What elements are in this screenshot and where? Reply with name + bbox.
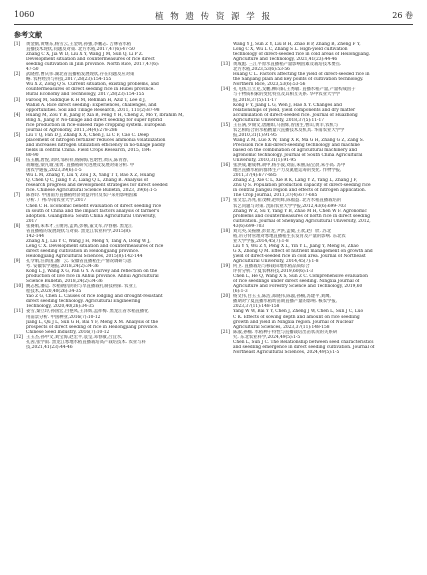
reference-line: 技,2021,41(23):44-46 [26,344,73,350]
reference-column-right [221,42,411,355]
reference-line: 直播技术现状,问题及对策. 北方水稻,2017,47(6):47-50 [26,47,135,53]
reference-entry [14,42,204,72]
reference-text [26,335,204,350]
reference-line: 蒋耀霆,梁凡瑜,张勇. 直播稻研究进展及发展对策分析. 中 [26,163,135,169]
reference-line: Agricultural Sciences, 2023,37(11):148-158 [233,324,330,330]
reference-entry [14,224,204,259]
reference-line: Zhang C X, Jia W D, Liu X Y, Wang J M, Sun Q, Li P Z. [26,52,144,58]
reference-line: 142-144 [26,233,45,239]
reference-line: 分析. 广州:华南农业大学,2017 [26,198,87,204]
reference-number: [15] [221,122,230,128]
reference-line: 47-50 [26,67,39,73]
reference-line: 评价分析. 宁夏农林科技,2019,60(6):1-3 [233,269,314,275]
reference-number: [3] [14,97,21,103]
reference-number: [12] [14,334,23,340]
reference-entry [14,158,204,193]
reference-number: [11] [14,309,23,315]
reference-line: 用前景分析. 中国种业,2016(7):10-12 [26,314,101,320]
reference-line: 刘元英,吴振丽,彭显龙,尹洪,孟微,王欢,赵广欣. 苏北 [233,228,331,234]
reference-line: Long C X, Wu L C, Zhang S L. High-yield cultivation [233,47,348,53]
reference-number: [13] [221,62,230,68]
reference-line: Wahid A. Rice direct seeding: Experiences, challenges, and [26,102,157,108]
reference-text [233,62,411,87]
reference-line: Zhang Z J, Xie C L, Xie R K, Lang Y Z, Yang L, Zhang J F, [233,178,358,184]
reference-line: 2023,37(11):148-158 [233,304,280,310]
reference-text [26,72,204,97]
reference-number: [6] [14,158,21,164]
reference-line: 2011,37(4):677-685 [233,173,277,179]
reference-line: 黄成彪. 三江平原水直播稻产量影响因素及栽培技术要点. [233,62,342,68]
reference-text [26,193,204,223]
reference-line: Zhang X J, Lai Y C, Wang J H, Meng Y, Tang A, Dong W J, [26,238,151,244]
reference-line: 孔茜,张学雨. 黑龙江寒地水稻直播栽培高产栽培技术. 农业与科 [26,339,146,345]
reference-line: 王玉杰,孙中文,刘宝海,赵宏平,袁莹,邓春敏,吕宜水, [26,334,123,340]
reference-text [26,133,204,158]
reference-text [26,309,204,334]
reference-entry [221,229,411,264]
reference-line: yield of direct-seeded rice in cold area. Journal of Northeast [233,253,366,259]
reference-line: rice. Chinese Agricultural Science Bulletin, 2023, 39(6):1-5 [26,188,157,194]
reference-text [233,294,411,329]
reference-line: 何卫. 直播栽培与移栽田地水稻品质综合 [233,264,310,270]
reference-line: Yang W W, Bai Y Y, Chen J, Zheng J W, Chen L, Sun J C, Luo [233,309,364,315]
reference-line: 孔飞扬,江立克,戈鹏,柳向阳,王秀敏. 直播水稻产量,产量构成因子 [233,87,356,93]
reference-entry [14,335,204,350]
reference-line: prospects of direct seeding of rice in Heilongjiang province. [26,324,159,330]
reference-line: 地区直播水稻的群体生产力及氮肥运筹的变化. 作物学报, [233,168,342,174]
reference-entry [14,113,204,133]
reference-number: [2] [14,72,21,78]
journal-title: 植 物 遗 传 资 源 学 报 [155,12,272,22]
reference-line: adoption. Guangzhou: South China Agricultural University, [26,213,156,219]
reference-entry [221,87,411,122]
reference-line: G X, Zhong Q M. Effect of nutrient management on growth and [233,248,373,254]
reference-number: [21] [221,329,230,335]
reference-line: 伍玉鹏,唐悦,刘时,邹积祥,杨胸海,包晗哲,黄庆,陈青春, [26,158,129,164]
reference-line: Technology, 2020,40(26):34-35 [26,304,95,310]
reference-line: 杨文伟,白玉玉,陈浩,郑晓伟,陈淑,孙楠,苏建平,刘鹰, [233,294,331,300]
reference-column-left [14,42,204,350]
reference-entry [221,330,411,355]
reference-line: 播期对宁夏直播水稻幼苗期直播产量的影响. 核农学报, [233,299,338,305]
reference-text [26,284,204,309]
reference-line: research progress and development strategies for direct seeded [26,183,168,189]
reference-line: Huang M, Zou Y B, Jiang P, Xia B, Feng Y H, Cheng Z, Mo Y, Ibrahim M, [26,112,184,118]
reference-line: 武晓智,曹庆伟.湖北省直播稻发展现状,存在问题及应对策 [26,72,135,78]
reference-line: Leng C X. Development situation and countermeasures of rice [26,243,164,249]
reference-line: Liu Y Y, Wu Z Y, Peng X L, Yin Y L, Jiang Y, Meng H, Zhao [233,243,359,249]
reference-text [26,98,204,113]
reference-line: Precision rice hill-direct-seeding technology and machine [233,142,360,148]
reference-line: 43(6):699-703 [233,223,265,229]
reference-line: Q, Chen Q C, Jiang Y Z, Liang Q L, Zhang B. Analysis of [26,178,149,184]
reference-line: 姜雪,秦立玲,孙国宏,白艳凤,王泽辉,孟祥梅. 黑龙江省水稻直播化 [26,309,149,315]
reference-number: [16] [221,163,230,169]
reference-line: 2017 [26,218,38,224]
reference-line: 农艺问题与对策. 沈阳农业大学学报,2012,43(6):699-703 [233,203,346,209]
reference-line: Agriculture and Forestry Science and Technology, 2019,60 [233,284,363,290]
reference-entry [221,62,411,87]
reference-number: [17] [221,198,230,204]
reference-line: 陈春玲. 中国南方直播稻经济效益评价及农户采用影响因素 [26,193,138,199]
reference-number: [19] [221,264,230,270]
reference-line: Zhang W Z, Su Y, Yang Y B, Zhao M H, Chen W F. Agronomic [233,208,367,214]
reference-line: 报,2018,37(5):11-17 [233,97,277,103]
reference-line: Kong L J, Wang X G, Pan G Y. A survey and reflection on the [26,269,158,275]
reference-line: of rice seedlings under direct seeding. Ningxia Journal of [233,279,360,285]
reference-entry [14,284,204,309]
reference-number: [14] [221,87,230,93]
reference-line: Yao Z G, Chen L. Causes of rice lodging and drought-resistant [26,294,163,300]
reference-line: 张洪成,谢成林,胡中,杨小波,刘雷,朱丽,陆宝晨,朱小高. 苏中 [233,163,346,169]
reference-line: Jiang L, Qu J L, Sun G H, Bai Y F, Meng X M. Analysis of the [26,319,159,325]
reference-line: 报,2010,31(1):91-95 [233,132,277,138]
reference-line: Agriculture and Technology, 2021,41(23):44-46 [233,57,338,63]
reference-number: [1] [14,42,21,47]
reference-number [221,42,233,62]
reference-line: Heilongjiang Agricultural Sciences, 2015(8):142-144 [26,253,143,259]
reference-line: 业大学学报,2014,45(7):1-8 [233,238,289,244]
reference-line: placement of nitrogen fertilizer reduces ammonia volatilization [26,137,166,143]
reference-text [233,163,411,198]
reference-text [233,229,411,264]
reference-number: [8] [14,223,21,229]
reference-line: Wu X Z, Zong Q S. Current situation, existing problems, and [26,82,159,88]
reference-line: Wang Y J, Sun Z Y, Liu B H, Zhao B P, Zhang B, Zheng F Y, [233,42,361,47]
reference-line: growth and yield in Ningxia region. Journal of Nuclear [233,319,354,325]
reference-line: technology of direct-seeded rice in cold areas of Heilongjiang. [233,52,371,58]
reference-entry [14,259,204,284]
reference-text [233,42,411,62]
reference-entry [221,264,411,294]
reference-line: accumulation of direct-seeded rice. Journal of Huazhong [233,112,358,118]
volume-label: 26 卷 [392,11,413,20]
reference-line: 考. 安徽农学通报,2018,24(2):34-36 [26,264,99,270]
reference-line: agronomic technology. Journal of South China Agricultural [233,153,363,159]
reference-line: relationships of yield, yield components and dry matter [233,107,356,113]
reference-line: Chen L, He Q, Wang X S, Sun Z C. Comprehensive evaluation [233,274,368,280]
reference-line: based on the combination of agricultural machinery and [233,147,358,153]
reference-entry [14,309,204,334]
reference-line: direct seeding technology. Agricultural Engineering [26,299,141,305]
reference-line: rice production in rice-oilseed rape cropping system. European [26,122,166,128]
reference-entry [221,294,411,329]
reference-line: Chinese Seed Industry, 2016(7):10-12 [26,329,110,335]
reference-line: 陈淑,孙楠. 水稻种子特性与直播栽培出苗状况的关系研 [233,329,338,335]
reference-line: in south of China and the impact factors analysis of farmer's [26,208,160,214]
reference-line: C K. Effects of sowing depth and amount on rice seedling [233,314,360,320]
reference-entry [14,72,204,97]
reference-line: production of live rice in Anhui province. Anhui Agricultural [26,274,159,280]
reference-line: Chen C H. Economic benefit evaluation of direct seeding rice [26,203,162,209]
reference-text [233,198,411,228]
reference-line: The Crop Journal, 2011,37(4):677-685 [233,193,318,199]
reference-line: Kong F Y, Jiang L G, Wen J, Hao X Y. Changes and [233,102,342,108]
reference-entry [14,193,204,223]
reference-entry [221,123,411,163]
reference-line: Liu T Q, Fan D J, Zhang X X, Chen J, Li C F, Cao C. Deep [26,132,149,138]
reference-line: 与干物质积累的变化特点及其相互关系. 华中农业大学学 [233,92,341,98]
reference-line: Huang C L. Factors affecting the yield of direct-seeded rice in [233,72,370,78]
reference-number: [4] [14,112,21,118]
reference-entry [221,163,411,198]
reference-text [233,330,411,355]
reference-line: 北方水稻,2023,53(6):53-56 [233,67,290,73]
reference-line: Rural Economy and Technology, 2017,28(23):154-155 [26,92,145,98]
reference-text [26,113,204,133]
reference-line: seeding cultivation in Jilin province. North Rice, 2017,47(6): [26,62,160,68]
reference-entry [221,42,411,62]
reference-number: [20] [221,294,230,300]
reference-text [26,224,204,259]
reference-line: Zhu Q S. Population production capacity of direct-seeding rice [233,183,371,189]
reference-line: 姚志熙,潘运. 水稻钢抗阴的与旱直播栽扎制技初探. 农业工 [26,284,138,290]
reference-text [26,259,204,284]
reference-line: 稻,吊分肾管理对寒地直播稻生长发育及产量的影响. 东北农 [233,233,346,239]
reference-entry [14,133,204,158]
reference-line: opportunities. Soil and Tillage Research, 2011, 111(2):87-98 [26,107,160,113]
reference-line: Agricultural University, 2014,45(7):1-8 [233,259,319,265]
reference-text [26,42,204,72]
reference-line: Wang Z M, Luo X W, Tang X R, Ma G H, Zhang G Z, Zang S. [233,137,364,143]
reference-line: direct seeding cultivation in Heilongjiang province. [26,248,140,254]
reference-number: [18] [221,228,230,234]
reference-text [233,123,411,163]
reference-number: [7] [14,193,21,199]
reference-entry [14,98,204,113]
reference-line: fields in central China. Field Crops Research, 2015, 184: [26,147,152,153]
reference-line: Farooq M, Siddique K H M, Rehman H, Aziz T, Lee d J, [26,97,146,103]
reference-line: Northern Rice, 2023,53(6):53-56 [233,82,306,88]
reference-line: problems and countermeasures of north rice in direct seeding [233,213,371,219]
reference-line: 80-90 [26,153,39,159]
header-rule [14,24,413,25]
reference-line: Agricultural University, 2018,37(5):11-17 [233,117,325,123]
reference-line: University, 2010,31(1):91-95 [233,158,297,164]
reference-number: [10] [14,284,23,290]
reference-line: cultivation. Journal of Shenyang Agricultural University, 2012, [233,218,371,224]
reference-line: 张文忠,苏兆,崔茂柳,赵明辉,陈福益. 北方水稻直播栽培的 [233,198,342,204]
reference-text [26,158,204,193]
reference-line: and seedling emergence in direct seeding cultivation. Journal of [233,344,375,350]
reference-entry [221,198,411,228]
reference-line: Science Bulletin, 2018,24(2):34-36 [26,279,103,285]
reference-number: [5] [14,132,21,138]
reference-line: 究. 东北农业科学,2024,49(5):1-5 [233,334,301,340]
reference-line: (6):1-3 [233,289,248,295]
reference-number: [9] [14,259,21,265]
reference-line: 略. 农村经济与科技,2017,28(23):154-155 [26,77,112,83]
reference-line: 王在满,罗锡文,唐湘如,马国辉,曾国生,曹山,黄羊,农机与 [233,122,339,128]
reference-line: the Sanjiang plain and key points of cultivation technology. [233,77,364,83]
reference-text [233,264,411,294]
reference-line: in central Jiangsu region and effects of nitrogen application. [233,188,367,194]
reference-text [233,87,411,122]
reference-line: Wu L M, Zhang Y, Liu Y, Zou J X, Yang T T, Bao X Z, Huang [26,173,155,179]
reference-line: 农艺相结合的水稻精量穴直播技术及机具. 华南农业大学学 [233,127,345,133]
reference-line: 国农学通报,2023,39(6):1-5 [26,168,82,174]
section-title: 参考文献 [14,30,42,39]
reference-line: 张赛娟,朱本才,王俊河,孟禹,彭俄,董文军,冷春丽. 黑龙江 [26,223,133,229]
reference-line: 省直播稻的发展现状与对策. 黑龙江农业科学,2015(8): [26,228,132,234]
page-header [14,10,413,24]
reference-line: Northeast Agricultural Sciences, 2024,49(5):1-5 [233,349,340,355]
reference-line: 孔令娟,汪新国,潘广云. 安徽省直播稻生产情况调研与思 [26,259,132,265]
reference-line: Bing X, Jiang P. No-tillage and direct seeding for super hybrid [26,117,163,123]
reference-line: 黄金鹤,黄继东,杨雪云,王金明,孙强,李鹏志. 吉林省水稻 [26,42,132,47]
reference-line: Chen L, Sun J C. The Relationship between seed characteristics [233,339,374,345]
page-number: 1060 [14,10,35,19]
reference-line: and increases nitrogen utilization efficiency in no-tillage paddy [26,142,166,148]
reference-line: countermeasures of direct seeding rice in Hubei province. [26,87,155,93]
reference-line: Development situation and countermeasures of rice direct [26,57,155,63]
reference-line: Journal of Agronomy, 2011,34(4):278-286 [26,127,118,133]
reference-line: 程技术,2020,40(26):34-35 [26,289,82,295]
